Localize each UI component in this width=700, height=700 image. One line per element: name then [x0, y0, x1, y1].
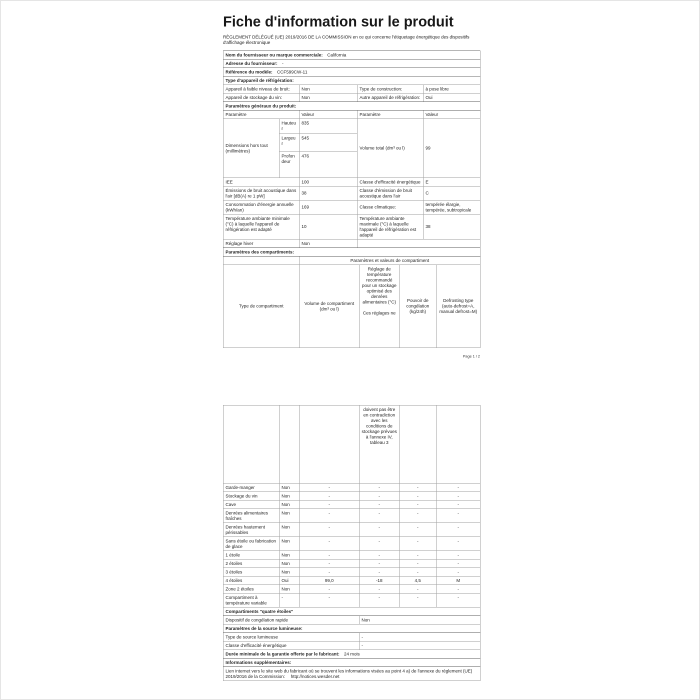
compartment-name: 3 étoiles [223, 568, 279, 577]
compartment-temp: - [359, 500, 399, 509]
param-value: Non [299, 239, 357, 248]
dimensions-row-height [223, 119, 480, 134]
compartment-temp: - [359, 593, 399, 607]
address-row [223, 59, 480, 68]
compartment-name: Stockage du vin [223, 492, 279, 501]
light-source-section-header: Paramètres de la source lumineuse: [223, 624, 480, 633]
compartment-name: Sans étoile ou fabrication de glace [223, 537, 279, 551]
compartment-row [223, 509, 480, 523]
compartments-section-row [223, 248, 480, 257]
compartment-defrost: - [436, 559, 480, 568]
comp-header-defrost: Defrosting type (auto-defrost=A, manual defrost=M) [436, 265, 480, 348]
param-value: Non [299, 85, 357, 94]
compartment-freeze: - [399, 559, 436, 568]
additional-info-section-row [223, 658, 480, 667]
column-header: Valeur [423, 110, 480, 119]
empty-cell [399, 405, 436, 483]
warranty-value: 24 mois [344, 651, 360, 657]
compartment-defrost: - [436, 568, 480, 577]
comp-header-temperature [359, 265, 399, 348]
param-label: Température ambiante minimale (°C) à laquelle l'appareil de réfrigération est adapté [223, 214, 299, 239]
compartment-row [223, 576, 480, 585]
param-label: Réglage hiver [223, 239, 299, 248]
param-value: 100 [299, 178, 357, 187]
param-label: Classe d'efficacité énergétique [357, 178, 423, 187]
compartments-section-header: Paramètres des compartiments: [223, 248, 480, 257]
compartment-temp: - [359, 568, 399, 577]
manufacturer-link-row [223, 667, 480, 681]
param-label: Température ambiante maximale (°C) à laquelle l'appareil de réfrigération est adapté [357, 214, 423, 239]
page-1-content [223, 14, 481, 359]
dimension-sub-label: Largeur [279, 134, 299, 152]
empty-cell [279, 405, 299, 483]
supplier-label: Nom du fournisseur ou marque commerciale: [225, 52, 323, 58]
compartments-body-table [223, 405, 481, 681]
compartment-temp: - [359, 483, 399, 492]
regulation-paragraph: RÈGLEMENT DÉLÉGUÉ (UE) 2019/2016 DE LA COMMISSION en ce qui concerne l'étiquetage énergétique des dispositifs d'affichage électronique [223, 34, 470, 45]
type-section-header: Type d'appareil de réfrigération: [223, 76, 480, 85]
compartment-volume: - [299, 593, 359, 607]
compartment-row [223, 492, 480, 501]
comp-header-temperature-p2: Ces réglages ne [362, 310, 396, 316]
compartment-defrost: - [436, 537, 480, 551]
compartment-volume: - [299, 500, 359, 509]
param-value: 38 [423, 214, 480, 239]
volume-total-value: 99 [423, 119, 480, 178]
param-value: Non [359, 616, 480, 625]
supplier-cell [223, 51, 480, 60]
comp-header-freezing: Pouvoir de congélation (kg/24h) [399, 265, 436, 348]
compartment-freeze: - [399, 509, 436, 523]
compartment-temp: - [359, 537, 399, 551]
compartment-volume: - [299, 559, 359, 568]
compartment-defrost: - [436, 593, 480, 607]
column-header-row [223, 110, 480, 119]
compartment-temp: - [359, 559, 399, 568]
four-star-section-row [223, 607, 480, 616]
compartment-volume: - [299, 509, 359, 523]
compartment-volume: - [299, 523, 359, 537]
light-source-section-row [223, 624, 480, 633]
compartment-freeze: - [399, 483, 436, 492]
page-number: Page 1 / 2 [462, 354, 480, 359]
param-label: Dispositif de congélation rapide [223, 616, 359, 625]
compartment-temp: -18 [359, 576, 399, 585]
compartment-present: - [279, 593, 299, 607]
compartment-row [223, 537, 480, 551]
compartment-name: 4 étoiles [223, 576, 279, 585]
compartment-column-headers-row [223, 265, 480, 348]
param-value: à pose libre [423, 85, 480, 94]
compartment-row [223, 483, 480, 492]
compartment-present: Non [279, 559, 299, 568]
empty-cell [223, 256, 299, 265]
param-label: Type de source lumineuse [223, 633, 359, 642]
compartment-row [223, 585, 480, 594]
compartment-present: Non [279, 500, 299, 509]
warranty-cell [223, 650, 480, 659]
param-label: Classe climatique: [357, 200, 423, 214]
compartment-volume: - [299, 483, 359, 492]
supplier-row [223, 51, 480, 60]
table-row [223, 93, 480, 102]
param-value: C [423, 186, 480, 200]
param-value: Oui [423, 93, 480, 102]
compartment-defrost: - [436, 509, 480, 523]
compartment-volume: 99,0 [299, 576, 359, 585]
compartment-defrost: - [436, 585, 480, 594]
fast-freeze-row [223, 616, 480, 625]
compartment-present: Non [279, 537, 299, 551]
comp-header-type: Type de compartiment [223, 265, 299, 348]
compartment-name: Zone 2 étoiles [223, 585, 279, 594]
param-label: Autre appareil de réfrigération: [357, 93, 423, 102]
compartment-freeze: - [399, 551, 436, 560]
column-header: Valeur [299, 110, 357, 119]
comp-header-volume: Volume de compartiment (dm³ ou l) [299, 265, 359, 348]
param-label: Classe d'efficacité énergétique [223, 641, 359, 650]
compartment-temp: - [359, 551, 399, 560]
dimension-value: 476 [299, 152, 357, 178]
empty-cell [223, 405, 279, 483]
compartment-name: 1 étoile [223, 551, 279, 560]
manufacturer-link-cell [223, 667, 480, 681]
compartment-name: Compartiment à température variable [223, 593, 279, 607]
compartment-volume: - [299, 492, 359, 501]
page-2-content [223, 405, 481, 681]
comp-header-temperature-continuation: doivent pas être en contradiction avec les conditions de stockage prévues à l'annexe IV, tableau 3 [359, 405, 399, 483]
compartment-freeze: - [399, 523, 436, 537]
compartment-row [223, 593, 480, 607]
compartment-row [223, 551, 480, 560]
compartment-volume: - [299, 537, 359, 551]
empty-cell [436, 405, 480, 483]
supplier-value: California [327, 52, 347, 58]
warranty-label: Durée minimale de la garantie offerte par le fabricant: [225, 651, 340, 657]
table-row [223, 178, 480, 187]
param-label: Classe d'émission de bruit acoustique dans l'air [357, 186, 423, 200]
compartment-freeze: - [399, 500, 436, 509]
dimension-sub-label: Hauteur [279, 119, 299, 134]
compartment-defrost: - [436, 492, 480, 501]
compartment-freeze: - [399, 585, 436, 594]
param-label: Émissions de bruit acoustique dans l'air [dB(A) re 1 pW] [223, 186, 299, 200]
compartment-defrost: - [436, 500, 480, 509]
compartment-row [223, 568, 480, 577]
compartment-defrost: - [436, 523, 480, 537]
param-value: 169 [299, 200, 357, 214]
table-row [223, 214, 480, 239]
compartment-present: Non [279, 568, 299, 577]
compartments-header-table [223, 248, 481, 349]
compartment-volume: - [299, 551, 359, 560]
light-source-class-row [223, 641, 480, 650]
temperature-header-continuation-row [223, 405, 480, 483]
param-label: Consommation d'énergie annuelle (kWh/an) [223, 200, 299, 214]
compartment-present: Non [279, 483, 299, 492]
compartment-volume: - [299, 568, 359, 577]
compartment-temp: - [359, 523, 399, 537]
model-row [223, 68, 480, 77]
general-parameters-table [223, 102, 481, 249]
table-row [223, 85, 480, 94]
param-label: Appareil de stockage du vin: [223, 93, 299, 102]
identity-table [223, 51, 481, 86]
dimension-sub-label: Profondeur [279, 152, 299, 178]
comp-header-temperature-p1: Réglage de température recommandé pour un stockage optimisé des denrées alimentaires (°C) [361, 266, 397, 305]
param-value: E [423, 178, 480, 187]
compartment-freeze: - [399, 537, 436, 551]
compartment-defrost: M [436, 576, 480, 585]
compartment-freeze: - [399, 593, 436, 607]
type-section-row [223, 76, 480, 85]
compartment-temp: - [359, 585, 399, 594]
span-header-row [223, 256, 480, 265]
model-cell [223, 68, 480, 77]
compartment-name: Denrées hautement périssables [223, 523, 279, 537]
param-value: 38 [299, 186, 357, 200]
compartment-freeze: - [399, 492, 436, 501]
compartment-defrost: - [436, 483, 480, 492]
param-label: Type de construction: [357, 85, 423, 94]
param-label: Appareil à faible niveau de bruit: [223, 85, 299, 94]
general-section-header: Paramètres généraux du produit: [223, 102, 480, 111]
span-header: Paramètres et valeurs de compartiment [299, 256, 480, 265]
address-cell [223, 59, 480, 68]
page-title: Fiche d'information sur le produit [223, 14, 454, 30]
param-label: IEE [223, 178, 299, 187]
model-value: CCF599CW-11 [277, 69, 308, 75]
compartment-freeze: - [399, 568, 436, 577]
light-source-type-row [223, 633, 480, 642]
compartment-present: Non [279, 492, 299, 501]
empty-cell [299, 405, 359, 483]
compartment-name: Denrées alimentaires fraîches [223, 509, 279, 523]
param-value: tempérée élargie, tempérée, subtropicale [423, 200, 480, 214]
param-value: Non [299, 93, 357, 102]
manufacturer-link-url[interactable]: http://notices.wesder.net [290, 673, 340, 679]
compartment-present: Non [279, 509, 299, 523]
param-value: - [359, 633, 480, 642]
model-label: Référence du modèle: [225, 69, 273, 75]
compartment-volume: - [299, 585, 359, 594]
address-label: Adresse du fournisseur: [225, 60, 278, 66]
general-section-row [223, 102, 480, 111]
additional-info-section-header: Informations supplémentaires: [223, 658, 480, 667]
type-table [223, 85, 481, 103]
column-header: Paramètre [223, 110, 299, 119]
compartment-defrost: - [436, 551, 480, 560]
dimension-value: 835 [299, 119, 357, 134]
compartment-row [223, 523, 480, 537]
volume-total-label: Volume total (dm³ ou l) [357, 119, 423, 178]
compartment-temp: - [359, 509, 399, 523]
dimension-value: 545 [299, 134, 357, 152]
compartment-row [223, 500, 480, 509]
warranty-row [223, 650, 480, 659]
compartment-row [223, 559, 480, 568]
compartment-present: Non [279, 585, 299, 594]
empty-cell [357, 239, 480, 248]
compartment-freeze: 4,5 [399, 576, 436, 585]
table-row [223, 186, 480, 200]
compartment-name: Garde-manger [223, 483, 279, 492]
address-value: - [282, 60, 284, 66]
column-header: Paramètre [357, 110, 423, 119]
winter-setting-row [223, 239, 480, 248]
table-row [223, 200, 480, 214]
dimensions-label: Dimensions hors tout (millimètres) [223, 119, 279, 178]
compartment-present: Non [279, 523, 299, 537]
compartment-present: Non [279, 551, 299, 560]
compartment-present: Oui [279, 576, 299, 585]
param-value: 10 [299, 214, 357, 239]
page-2 [223, 405, 483, 700]
param-value: - [359, 641, 480, 650]
manufacturer-link-text: Lien internet vers le site web du fabricant où se trouvent les informations visées au point 4 a) de l'annexe du règlement (UE) 2019/2016 de la Commission: [225, 668, 473, 679]
compartment-name: 2 étoiles [223, 559, 279, 568]
four-star-section-header: Compartiments "quatre étoiles" [223, 607, 480, 616]
compartment-name: Cave [223, 500, 279, 509]
compartment-temp: - [359, 492, 399, 501]
